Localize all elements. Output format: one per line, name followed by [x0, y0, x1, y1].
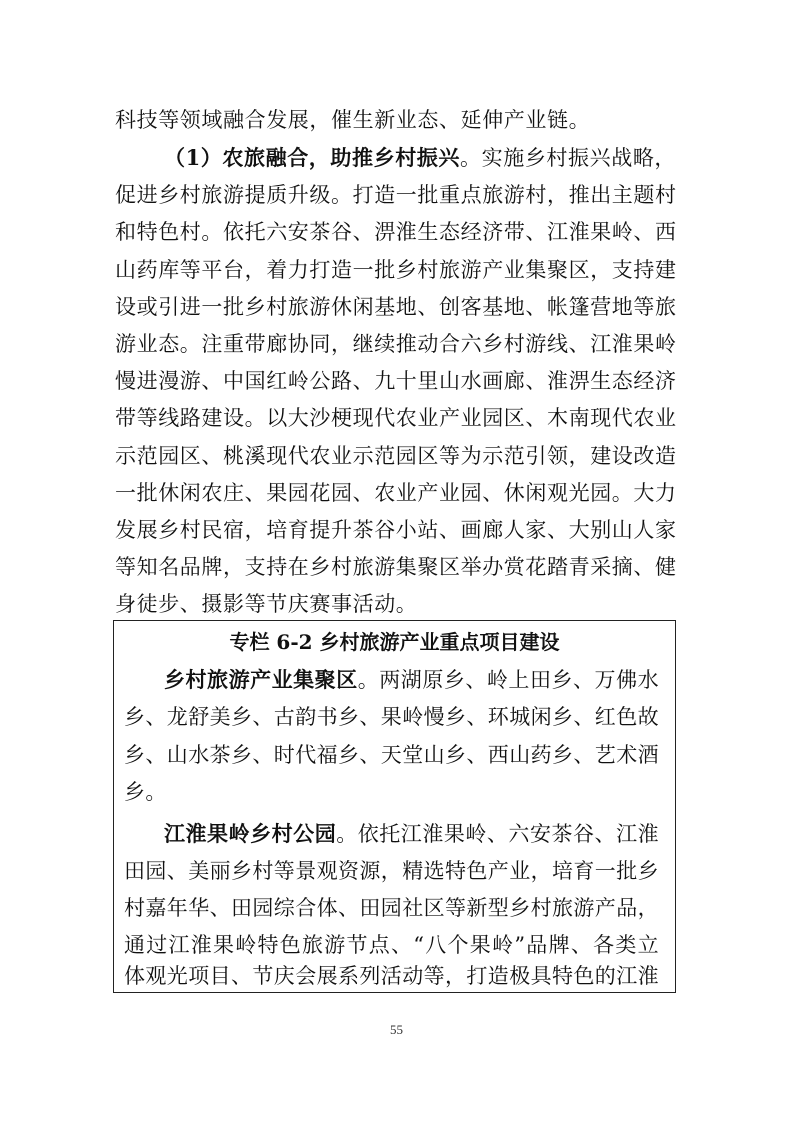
box-line: 体观光项目、节庆会展系列活动等，打造极具特色的江淮: [124, 964, 659, 988]
body-line: 和特色村。依托六安茶谷、淠淮生态经济带、江淮果岭、西: [115, 220, 677, 244]
body-line: 游业态。注重带廊协同，继续推动合六乡村游线、江淮果岭: [115, 332, 677, 356]
body-line: 慢进漫游、中国红岭公路、九十里山水画廊、淮淠生态经济: [115, 369, 677, 393]
body-line: 科技等领域融合发展，催生新业态、延伸产业链。: [115, 108, 591, 132]
paragraph-first-line: [164, 144, 675, 172]
body-line: 身徒步、摄影等节庆赛事活动。: [115, 592, 418, 616]
body-line: 发展乡村民宿，培育提升茶谷小站、画廊人家、大别山人家: [115, 518, 677, 542]
body-line: 等知名品牌，支持在乡村旅游集聚区举办赏花踏青采摘、健: [115, 555, 677, 579]
paragraph-heading: （1）农旅融合，助推乡村振兴: [164, 145, 461, 170]
body-line: 促进乡村旅游提质升级。打造一批重点旅游村，推出主题村: [115, 183, 677, 207]
body-line: 带等线路建设。以大沙梗现代农业产业园区、木南现代农业: [115, 406, 677, 430]
box-line: 乡、山水茶乡、时代福乡、天堂山乡、西山药乡、艺术酒: [124, 743, 659, 767]
body-line: 一批休闲农庄、果园花园、农业产业园、休闲观光园。大力: [115, 481, 677, 505]
box-item-first-line: [164, 666, 659, 694]
box-line: 村嘉年华、田园综合体、田园社区等新型乡村旅游产品，: [124, 896, 659, 920]
box-item-first-line: [164, 820, 659, 848]
box-line: 乡。: [124, 780, 167, 804]
box-item-heading: 江淮果岭乡村公园: [164, 821, 337, 846]
box-line: 乡、龙舒美乡、古韵书乡、果岭慢乡、环城闲乡、红色故: [124, 705, 659, 729]
page-number: 55: [390, 1022, 403, 1037]
box-item-first-rest: 。两湖原乡、岭上田乡、万佛水: [357, 668, 659, 692]
body-line: 山药库等平台，着力打造一批乡村旅游产业集聚区，支持建: [115, 258, 677, 282]
box-item-first-rest: 。依托江淮果岭、六安茶谷、江淮: [336, 822, 659, 846]
paragraph-first-rest: 。实施乡村振兴战略，: [460, 146, 677, 170]
body-line: 示范园区、桃溪现代农业示范园区等为示范引领，建设改造: [115, 444, 677, 468]
box-item-heading: 乡村旅游产业集聚区: [164, 667, 358, 692]
box-line: 田园、美丽乡村等景观资源，精选特色产业，培育一批乡: [124, 859, 659, 883]
column-box-title: 专栏 6-2 乡村旅游产业重点项目建设: [229, 630, 560, 654]
body-line: 设或引进一批乡村旅游休闲基地、创客基地、帐篷营地等旅: [115, 295, 677, 319]
box-line: 通过江淮果岭特色旅游节点、“八个果岭”品牌、各类立: [124, 933, 659, 957]
